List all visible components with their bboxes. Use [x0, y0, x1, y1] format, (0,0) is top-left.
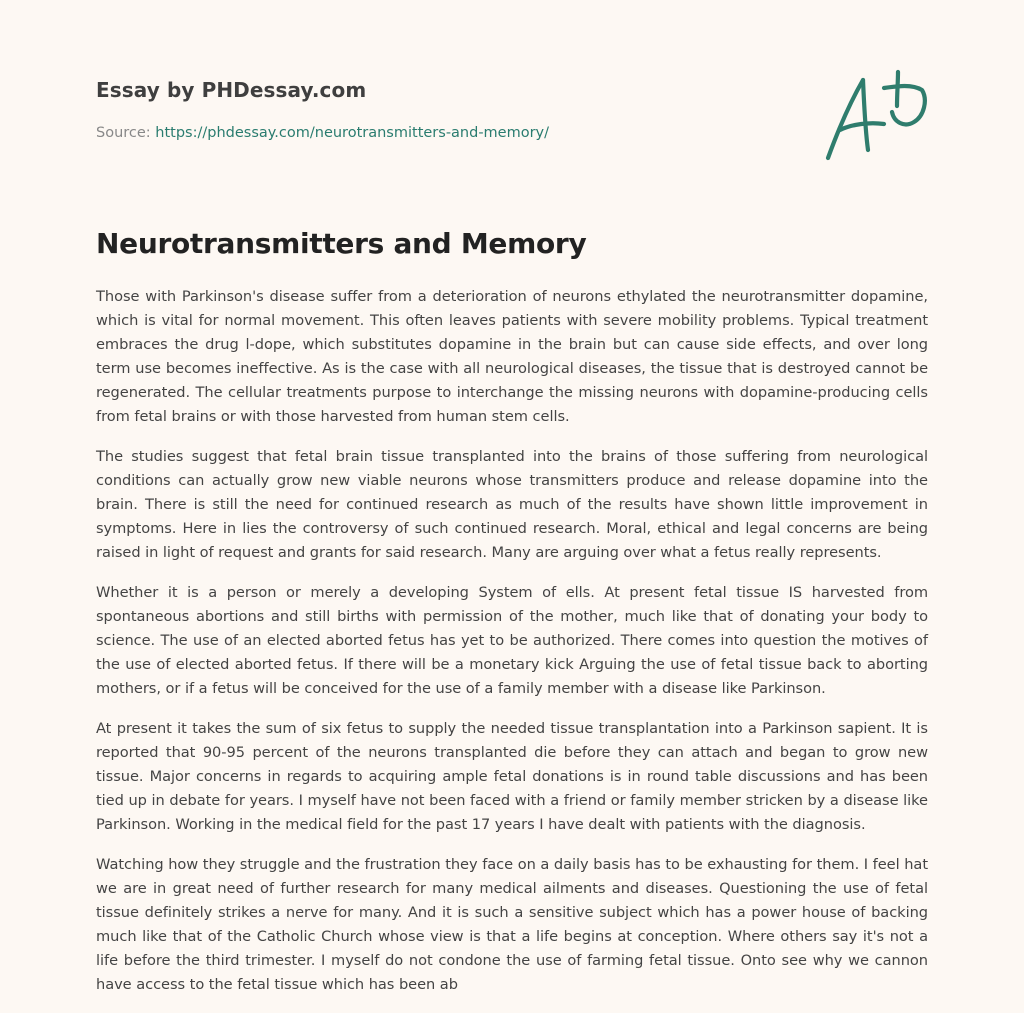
source-label: Source:	[96, 125, 156, 141]
article-body	[96, 285, 928, 1013]
a-plus-logo-icon	[818, 66, 930, 166]
site-brand: Essay by PHDessay.com	[96, 78, 367, 102]
source-link[interactable]: https://phdessay.com/neurotransmitters-and-memory/	[155, 125, 550, 141]
a-plus-logo	[818, 66, 930, 166]
paragraph: Watching how they struggle and the frustration they face on a daily basis has to be exhausting for them. I feel hat we are in great need of further research for many medical ailments and diseases. Questioning the use of fetal tissue definitely strikes a nerve for many. And it is such a sensitive subject which has a power house of backing much like that of the Catholic Church whose view is that a life begins at conception. Where others say it's not a life before the third trimester. I myself do not condone the use of farming fetal tissue. Onto see why we cannon have access to the fetal tissue which has been ab	[96, 856, 928, 993]
paragraph: At present it takes the sum of six fetus to supply the needed tissue transplantation into a Parkinson sapient. It is reported that 90-95 percent of the neurons transplanted die before they can attach and began to grow new tissue. Major concerns in regards to acquiring ample fetal donations is in round table discussions and has been tied up in debate for years. I myself have not been faced with a friend or family member stricken by a disease like Parkinson. Working in the medical field for the past 17 years I have dealt with patients with the diagnosis.	[96, 720, 928, 833]
paragraph: Whether it is a person or merely a developing System of ells. At present fetal tissue IS harvested from spontaneous abortions and still births with permission of the mother, much like that of donating your body to science. The use of an elected aborted fetus has yet to be authorized. There comes into question the motives of the use of elected aborted fetus. If there will be a monetary kick Arguing the use of fetal tissue back to aborting mothers, or if a fetus will be conceived for the use of a family member with a disease like Parkinson.	[96, 584, 928, 697]
header	[96, 76, 796, 143]
paragraph: Those with Parkinson's disease suffer from a deterioration of neurons ethylated the neurotransmitter dopamine, which is vital for normal movement. This often leaves patients with severe mobility problems. Typical treatment embraces the drug l-dope, which substitutes dopamine in the brain but can cause side effects, and over long term use becomes ineffective. As is the case with all neurological diseases, the tissue that is destroyed cannot be regenerated. The cellular treatments purpose to interchange the missing neurons with dopamine-producing cells from fetal brains or with those harvested from human stem cells.	[96, 288, 928, 425]
paragraph: The studies suggest that fetal brain tissue transplanted into the brains of those suffering from neurological conditions can actually grow new viable neurons whose transmitters produce and release dopamine into the brain. There is still the need for continued research as much of the results have shown little improvement in symptoms. Here in lies the controversy of such continued research. Moral, ethical and legal concerns are being raised in light of request and grants for said research. Many are arguing over what a fetus really represents.	[96, 448, 928, 561]
source-line	[96, 123, 796, 143]
article-title: Neurotransmitters and Memory	[96, 227, 587, 260]
